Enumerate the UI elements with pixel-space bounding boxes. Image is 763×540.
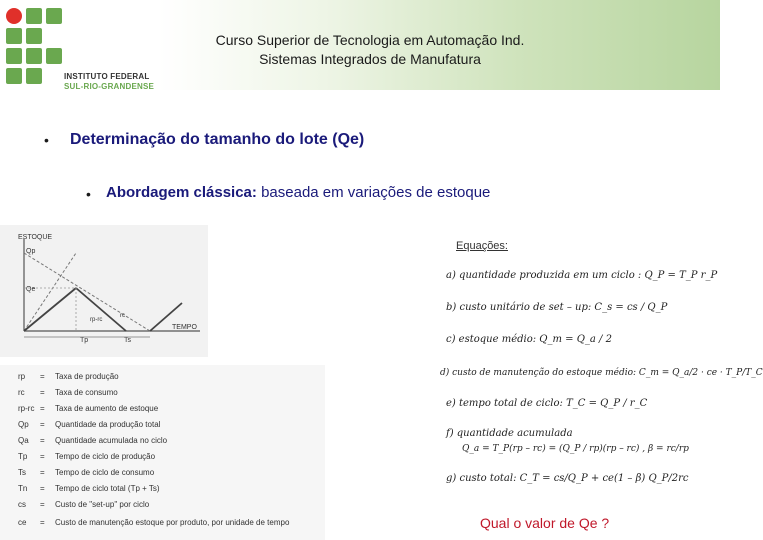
legend-row: cs = Custo de "set-up" por ciclo — [18, 500, 150, 509]
graph-qe-label: Qe — [26, 286, 36, 293]
legend-row: ce = Custo de manutenção estoque por produto, por unidade de tempo — [18, 518, 290, 527]
equation-b: b) custo unitário de set – up: C_s = cs / Q_P — [446, 302, 668, 313]
legend-row: rp-rc = Taxa de aumento de estoque — [18, 404, 159, 413]
bullet-marker: • — [86, 186, 91, 202]
question-text: Qual o valor de Qe ? — [480, 515, 610, 531]
inventory-graph — [0, 225, 208, 357]
subheading-rest: baseada em variações de estoque — [256, 184, 491, 201]
graph-inventory-fall — [76, 288, 126, 331]
course-title: Curso Superior de Tecnologia em Automação Ind. — [215, 32, 525, 48]
heading: Determinação do tamanho do lote (Qe) — [70, 131, 365, 148]
legend-row: Qp = Quantidade da produção total — [18, 420, 161, 429]
graph-ts-label: Ts — [124, 337, 131, 344]
institute-logo — [2, 4, 157, 90]
graph-y-axis-label: ESTOQUE — [18, 234, 53, 241]
graph-qp-label: Qp — [26, 248, 36, 255]
symbol-legend — [0, 365, 325, 540]
equation-f: Q_a = T_P(rp – rc) = (Q_P / rp)(rp – rc) , β = rc/rp — [462, 444, 689, 454]
equation-f-label: f) quantidade acumulada — [446, 428, 573, 439]
subheading-bold: Abordagem clássica: — [106, 184, 257, 201]
bullet-marker: • — [44, 132, 49, 148]
graph-x-axis-label: TEMPO — [172, 324, 197, 331]
graph-rp-rc-label: rp-rc — [90, 317, 103, 323]
logo-text-line1: INSTITUTO FEDERAL — [64, 72, 150, 81]
graph-rc-label: rc — [120, 313, 125, 319]
graph-consumption-dashed-line — [24, 253, 150, 331]
graph-tp-label: Tp — [80, 337, 89, 344]
legend-row: Tp = Tempo de ciclo de produção — [18, 452, 156, 461]
equation-a: a) quantidade produzida em um ciclo : Q_P = T_P r_P — [446, 270, 718, 281]
equation-c: c) estoque médio: Q_m = Q_a / 2 — [446, 334, 612, 345]
equation-d: d) custo de manutenção do estoque médio: C_m = Q_a/2 · ce · T_P/T_C — [440, 368, 763, 378]
legend-row: Tn = Tempo de ciclo total (Tp + Ts) — [18, 484, 160, 493]
equation-e: e) tempo total de ciclo: T_C = Q_P / r_C — [446, 398, 648, 409]
legend-row: rp = Taxa de produção — [18, 372, 119, 381]
legend-row: Qa = Quantidade acumulada no ciclo — [18, 436, 168, 445]
graph-inventory-rise — [24, 288, 76, 331]
equations-title: Equações: — [456, 240, 508, 252]
course-subtitle: Sistemas Integrados de Manufatura — [259, 51, 481, 67]
equation-g: g) custo total: C_T = cs/Q_P + ce(1 – β) Q_P/2rc — [446, 473, 689, 484]
legend-row: Ts = Tempo de ciclo de consumo — [18, 468, 155, 477]
subheading — [106, 184, 490, 201]
legend-row: rc = Taxa de consumo — [18, 388, 118, 397]
logo-text-line2: SUL-RIO-GRANDENSE — [64, 82, 155, 91]
header-banner — [0, 0, 720, 90]
inventory-graph-svg — [0, 225, 208, 357]
